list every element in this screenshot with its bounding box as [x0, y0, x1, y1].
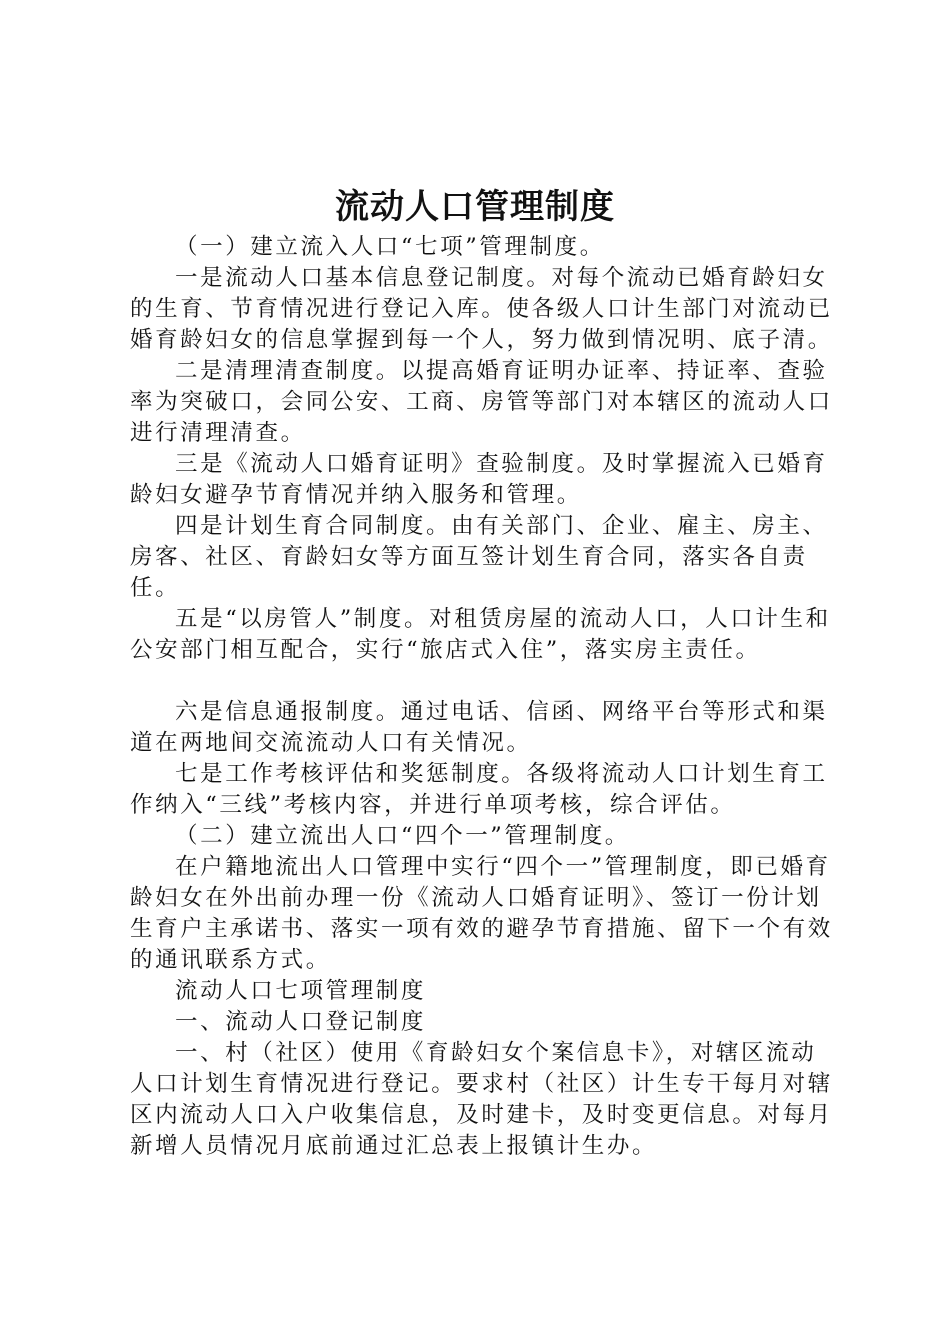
section-heading-outflow: （二）建立流出人口“四个一”管理制度。 [175, 823, 630, 849]
paragraph-item-3: 三是《流动人口婚育证明》查验制度。及时掌握流入已婚育龄妇女避孕节育情况并纳入服务和管理。 [130, 451, 828, 508]
paragraph-item-7: 七是工作考核评估和奖惩制度。各级将流动人口计划生育工作纳入“三线”考核内容，并进行单项考核，综合评估。 [130, 761, 828, 818]
paragraph-item-5: 五是“以房管人”制度。对租赁房屋的流动人口，人口计生和公安部门相互配合，实行“旅店式入住”，落实房主责任。 [130, 606, 831, 663]
paragraph-outflow-rule: 在户籍地流出人口管理中实行“四个一”管理制度，即已婚育龄妇女在外出前办理一份《流动人口婚育证明》、签订一份计划生育户主承诺书、落实一项有效的避孕节育措施、留下一个有效的通讯联系方式。 [130, 854, 833, 973]
paragraph-item-2: 二是清理清查制度。以提高婚育证明办证率、持证率、查验率为突破口，会同公安、工商、房管等部门对本辖区的流动人口进行清理清查。 [130, 358, 833, 446]
document-title: 流动人口管理制度 [335, 187, 615, 227]
paragraph-item-4: 四是计划生育合同制度。由有关部门、企业、雇主、房主、房客、社区、育龄妇女等方面互签计划生育合同，落实各自责任。 [130, 513, 828, 601]
paragraph-item-6: 六是信息通报制度。通过电话、信函、网络平台等形式和渠道在两地间交流流动人口有关情况。 [130, 699, 828, 756]
document-body [130, 232, 840, 1162]
subheading-seven-rules: 流动人口七项管理制度 [175, 978, 427, 1004]
paragraph-item-1: 一是流动人口基本信息登记制度。对每个流动已婚育龄妇女的生育、节育情况进行登记入库。使各级人口计生部门对流动已婚育龄妇女的信息掌握到每一个人，努力做到情况明、底子清。 [130, 265, 833, 353]
subheading-registration: 一、流动人口登记制度 [175, 1009, 427, 1035]
section-heading-inflow: （一）建立流入人口“七项”管理制度。 [175, 234, 605, 260]
paragraph-registration: 一、村（社区）使用《育龄妇女个案信息卡》，对辖区流动人口计划生育情况进行登记。要求村（社区）计生专干每月对辖区内流动人口入户收集信息，及时建卡，及时变更信息。对每月新增人员情况月底前通过汇总表上报镇计生办。 [130, 1040, 833, 1159]
blank-line [130, 666, 840, 697]
